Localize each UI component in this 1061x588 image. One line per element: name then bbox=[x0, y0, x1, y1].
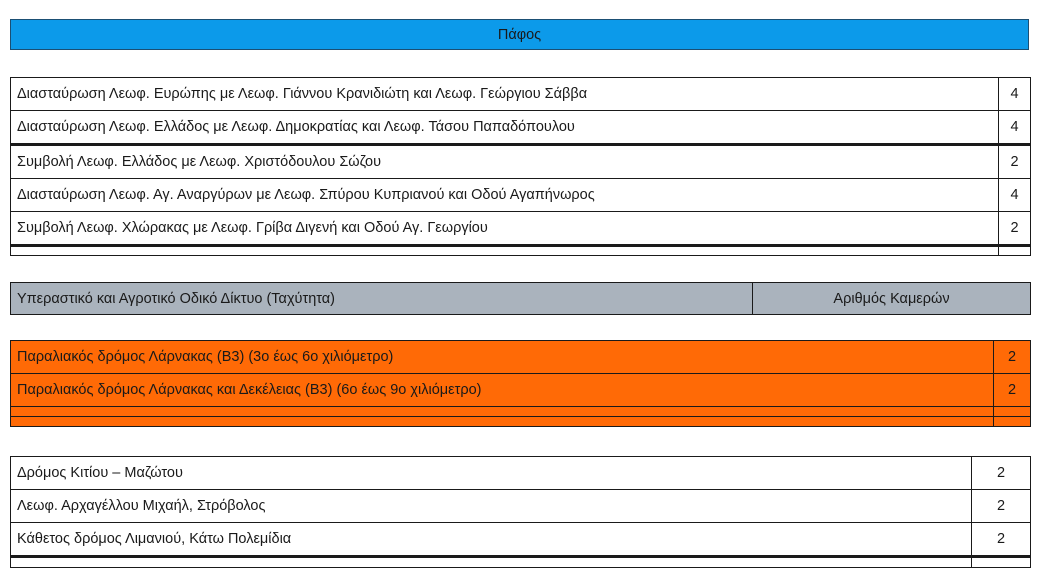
section-title: Υπεραστικό και Αγροτικό Οδικό Δίκτυο (Ταχύτητα) bbox=[11, 283, 753, 315]
location-cell: Διασταύρωση Λεωφ. Ευρώπης με Λεωφ. Γιάννου Κρανιδιώτη και Λεωφ. Γεώργιου Σάββα bbox=[11, 78, 999, 111]
location-cell: Συμβολή Λεωφ. Χλώρακας με Λεωφ. Γρίβα Διγενή και Οδού Αγ. Γεωργίου bbox=[11, 212, 999, 246]
empty-cell bbox=[11, 246, 999, 256]
location-cell: Διασταύρωση Λεωφ. Ελλάδος με Λεωφ. Δημοκρατίας και Λεωφ. Τάσου Παπαδόπουλου bbox=[11, 111, 999, 145]
camera-count-cell: 2 bbox=[999, 145, 1031, 179]
location-cell: Διασταύρωση Λεωφ. Αγ. Αναργύρων με Λεωφ. Σπύρου Κυπριανού και Οδού Αγαπήνωρος bbox=[11, 179, 999, 212]
location-cell: Δρόμος Κιτίου – Μαζώτου bbox=[11, 457, 972, 490]
empty-cell bbox=[999, 246, 1031, 256]
table-row bbox=[11, 145, 1031, 179]
empty-cell bbox=[994, 407, 1031, 417]
empty-cell bbox=[994, 417, 1031, 427]
camera-count-cell: 4 bbox=[999, 111, 1031, 145]
location-cell: Παραλιακός δρόμος Λάρνακας (Β3) (3ο έως 6ο χιλιόμετρο) bbox=[11, 341, 994, 374]
table-row bbox=[11, 457, 1031, 490]
district-title: Πάφος bbox=[497, 26, 542, 43]
camera-count-cell: 2 bbox=[999, 212, 1031, 246]
table-row bbox=[11, 179, 1031, 212]
camera-count-cell: 2 bbox=[972, 490, 1031, 523]
coastal-road-table bbox=[10, 340, 1031, 427]
empty-row bbox=[11, 417, 1031, 427]
empty-cell bbox=[11, 407, 994, 417]
empty-row bbox=[11, 407, 1031, 417]
section-header-table bbox=[10, 282, 1031, 315]
urban-roads-table bbox=[10, 456, 1031, 568]
location-cell: Λεωφ. Αρχαγέλλου Μιχαήλ, Στρόβολος bbox=[11, 490, 972, 523]
empty-cell bbox=[972, 557, 1031, 568]
table-row bbox=[11, 341, 1031, 374]
camera-count-cell: 2 bbox=[972, 523, 1031, 557]
empty-row bbox=[11, 246, 1031, 256]
camera-count-cell: 2 bbox=[972, 457, 1031, 490]
paphos-cameras-table bbox=[10, 77, 1031, 256]
camera-count-header: Αριθμός Καμερών bbox=[753, 283, 1031, 315]
camera-count-cell: 4 bbox=[999, 179, 1031, 212]
camera-count-cell: 2 bbox=[994, 374, 1031, 407]
table-row bbox=[11, 490, 1031, 523]
empty-cell bbox=[11, 557, 972, 568]
table-row bbox=[11, 78, 1031, 111]
table-row bbox=[11, 374, 1031, 407]
location-cell: Συμβολή Λεωφ. Ελλάδος με Λεωφ. Χριστόδουλου Σώζου bbox=[11, 145, 999, 179]
location-cell: Κάθετος δρόμος Λιμανιού, Κάτω Πολεμίδια bbox=[11, 523, 972, 557]
district-banner bbox=[10, 19, 1029, 50]
empty-row bbox=[11, 557, 1031, 568]
table-row bbox=[11, 523, 1031, 557]
table-row bbox=[11, 111, 1031, 145]
location-cell: Παραλιακός δρόμος Λάρνακας και Δεκέλειας (Β3) (6ο έως 9ο χιλιόμετρο) bbox=[11, 374, 994, 407]
header-row bbox=[11, 283, 1031, 315]
camera-count-cell: 4 bbox=[999, 78, 1031, 111]
camera-count-cell: 2 bbox=[994, 341, 1031, 374]
empty-cell bbox=[11, 417, 994, 427]
table-row bbox=[11, 212, 1031, 246]
